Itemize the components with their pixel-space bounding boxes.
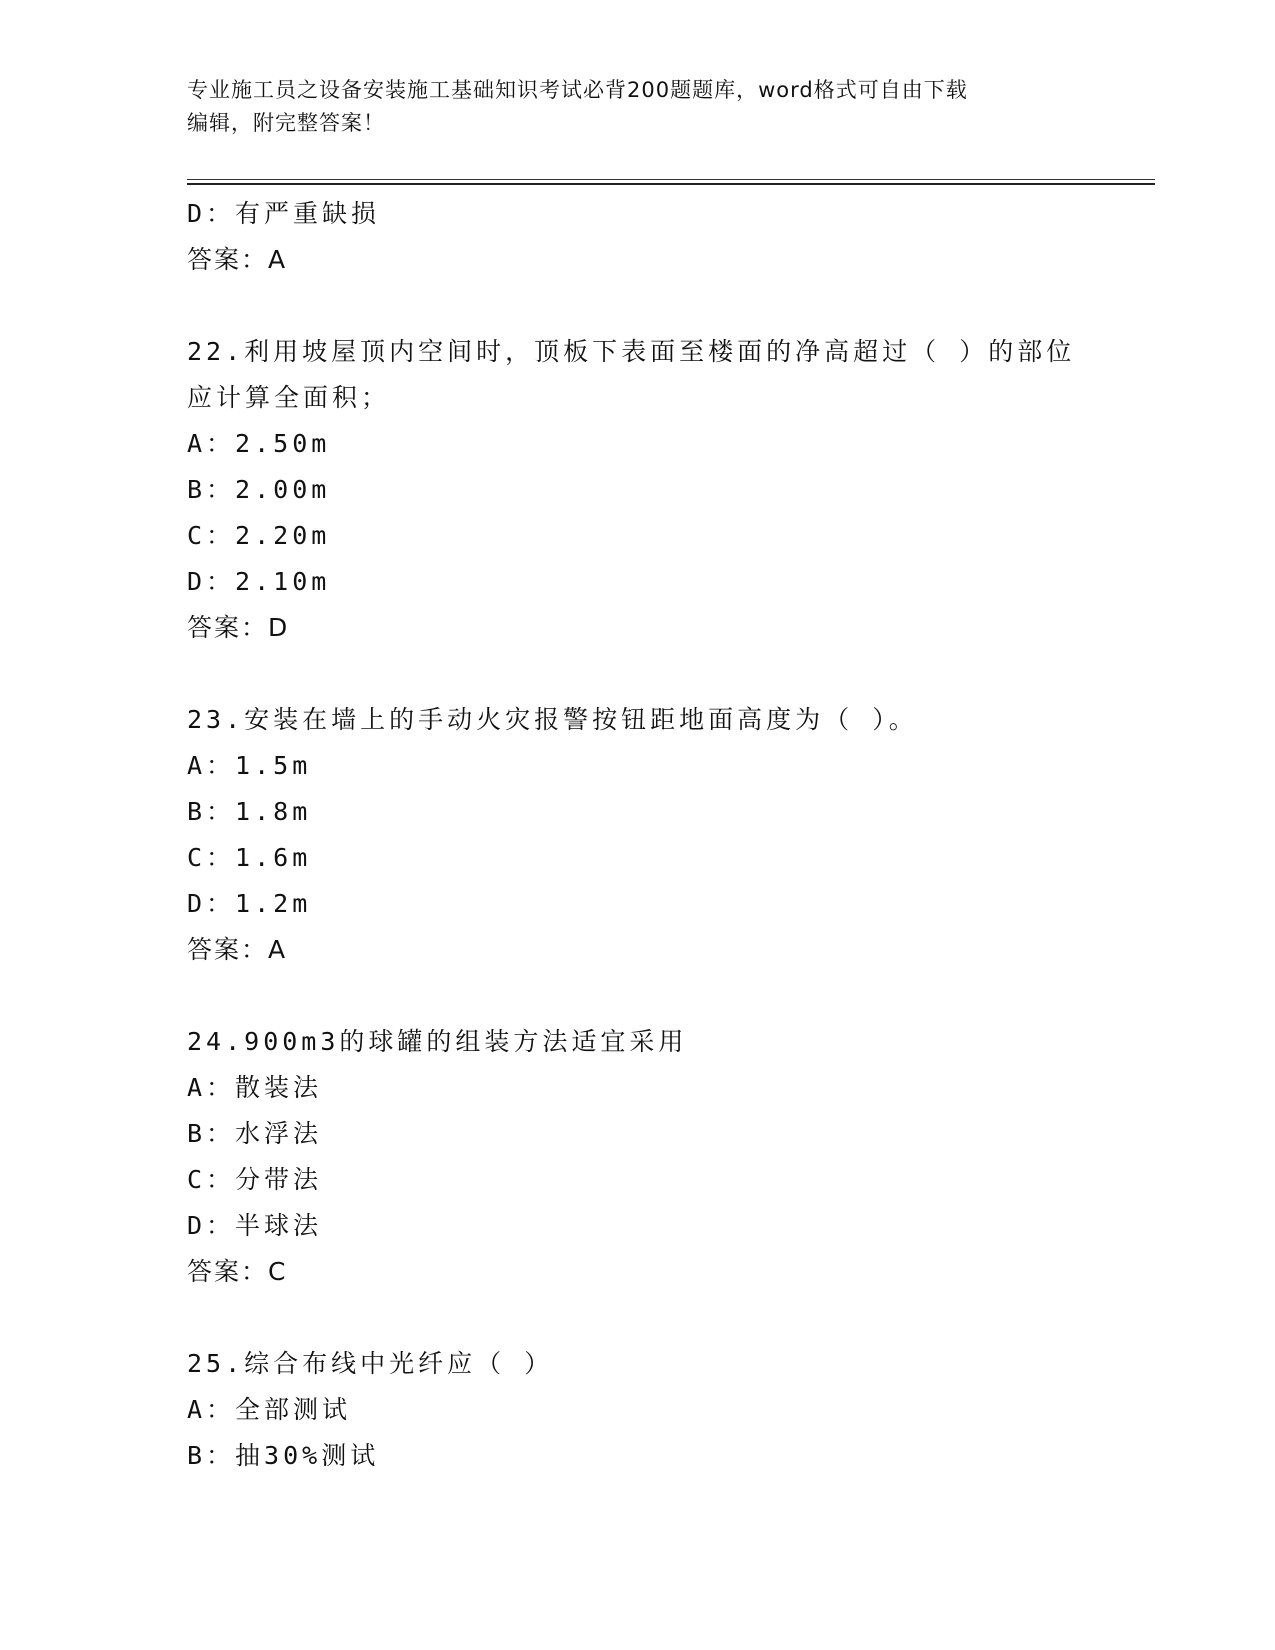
option-c: C：2.20m	[187, 521, 331, 550]
question-text: 24.900m3的球罐的组装方法适宜采用	[187, 1027, 688, 1056]
answer: 答案：A	[187, 245, 288, 274]
option-b: B：水浮法	[187, 1119, 323, 1148]
answer: 答案：C	[187, 1257, 288, 1286]
option-c: C：1.6m	[187, 843, 312, 872]
question-text: 23.安装在墙上的手动火灾报警按钮距地面高度为（ ）。	[187, 705, 918, 734]
option-b: B：1.8m	[187, 797, 312, 826]
answer: 答案：D	[187, 613, 290, 642]
option-a: A：2.50m	[187, 429, 331, 458]
question-21	[187, 191, 1155, 283]
page-header	[187, 74, 1087, 140]
question-text: 22.利用坡屋顶内空间时，顶板下表面至楼面的净高超过（ ）的部位	[187, 337, 1076, 366]
header-line-2: 编辑，附完整答案！	[187, 111, 385, 135]
answer: 答案：A	[187, 935, 288, 964]
header-divider-thick	[187, 183, 1155, 185]
option-d: D：1.2m	[187, 889, 312, 918]
question-text-cont: 应计算全面积；	[187, 383, 391, 412]
question-22	[187, 329, 1155, 651]
option-c: C：分带法	[187, 1165, 323, 1194]
option-b: B：2.00m	[187, 475, 331, 504]
question-25	[187, 1341, 1155, 1479]
question-24	[187, 1019, 1155, 1295]
question-text: 25.综合布线中光纤应（ ）	[187, 1349, 554, 1378]
option-d: D：有严重缺损	[187, 199, 381, 228]
question-list	[187, 191, 1155, 1479]
option-a: A：散装法	[187, 1073, 323, 1102]
option-a: A：全部测试	[187, 1395, 352, 1424]
header-line-1: 专业施工员之设备安装施工基础知识考试必背200题题库，word格式可自由下载	[187, 78, 968, 102]
option-a: A：1.5m	[187, 751, 312, 780]
option-d: D：半球法	[187, 1211, 323, 1240]
option-b: B：抽30%测试	[187, 1441, 380, 1470]
option-d: D：2.10m	[187, 567, 331, 596]
header-divider-thin	[187, 179, 1155, 180]
question-23	[187, 697, 1155, 973]
